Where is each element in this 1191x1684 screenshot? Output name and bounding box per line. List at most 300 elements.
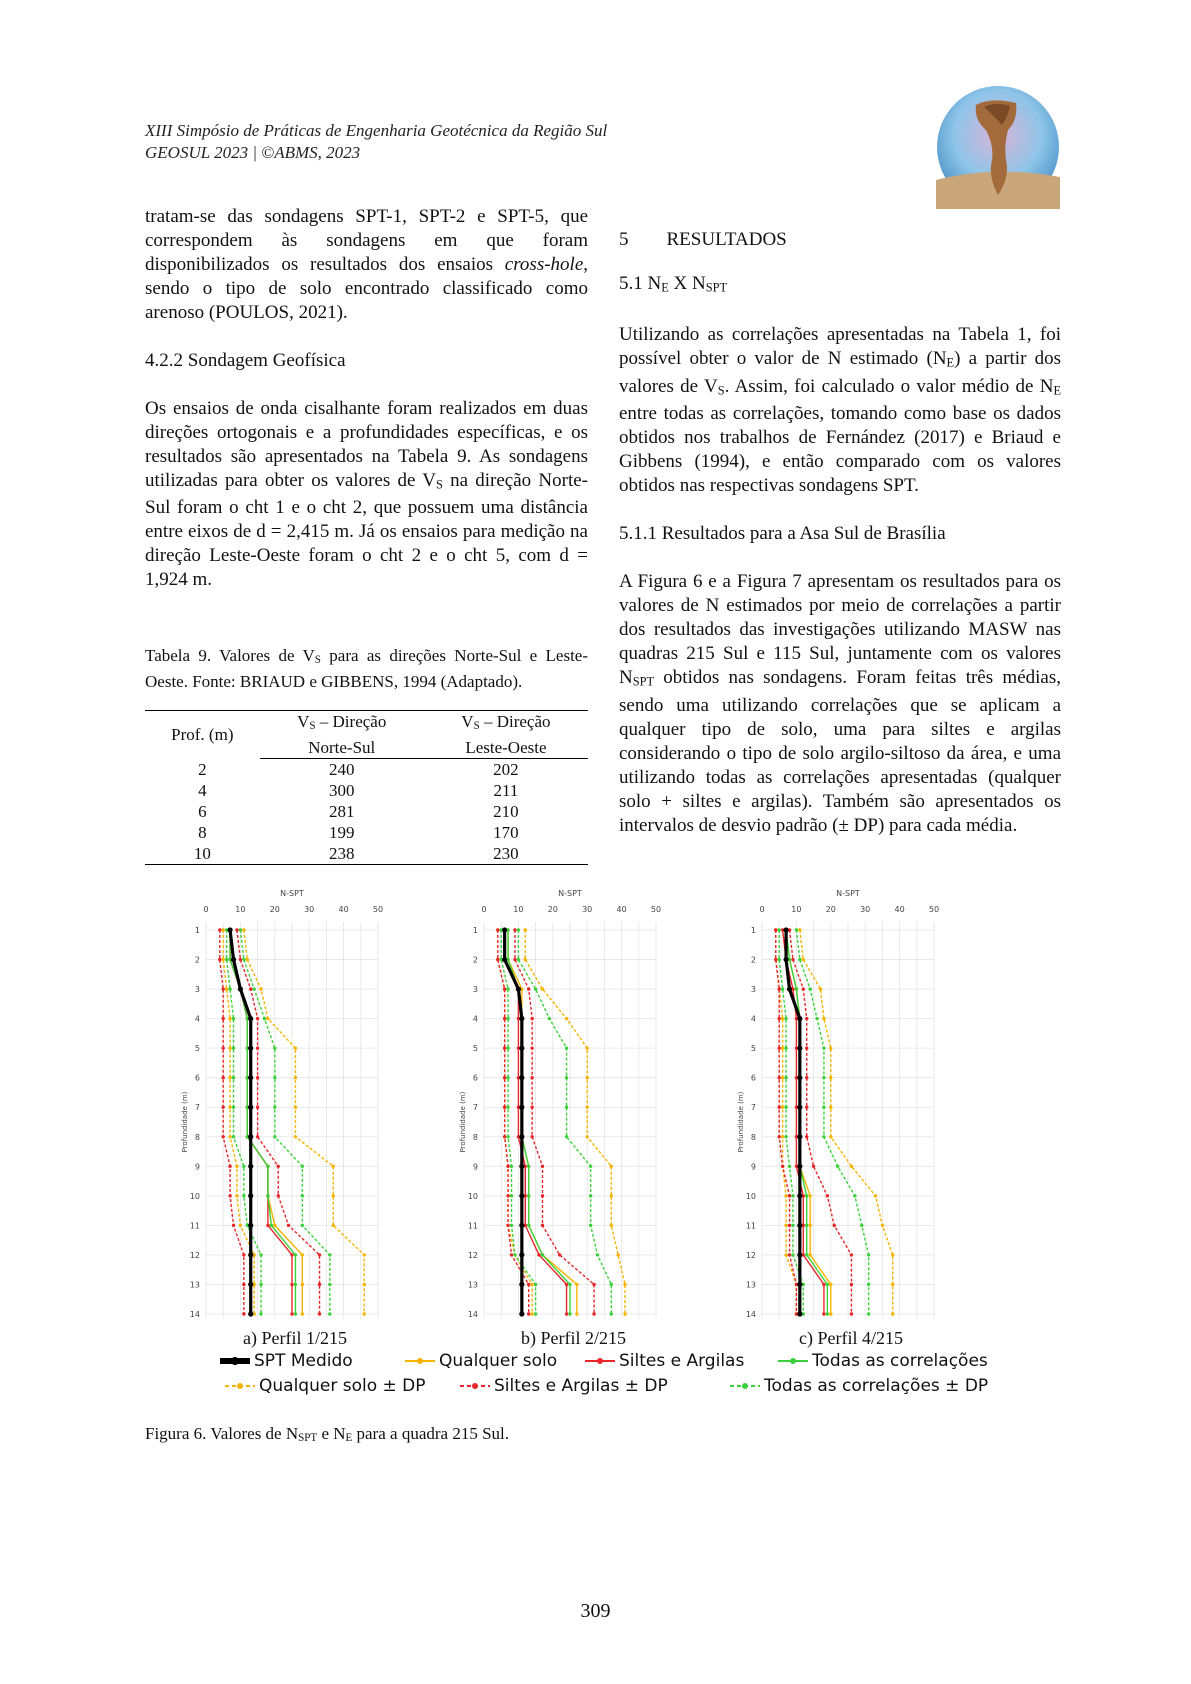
y-tick-label: 9	[750, 1162, 756, 1172]
data-point	[589, 1224, 592, 1227]
data-point	[787, 986, 792, 991]
data-point	[805, 1135, 808, 1138]
series-line	[515, 930, 594, 1314]
data-point	[778, 1135, 781, 1138]
table-cell: 8	[198, 823, 207, 843]
x-tick-label: 50	[928, 905, 940, 914]
data-point	[558, 1253, 561, 1256]
data-point	[513, 958, 516, 961]
legend-qualquer-solo-dp: Qualquer solo ± DP	[223, 1376, 426, 1396]
data-point	[256, 1046, 259, 1049]
data-point	[788, 1224, 791, 1227]
data-point	[242, 928, 245, 931]
data-point	[503, 987, 506, 990]
data-point	[530, 1017, 533, 1020]
data-point	[822, 1135, 825, 1138]
data-point	[273, 1076, 276, 1079]
data-point	[829, 1046, 832, 1049]
data-point	[510, 1194, 513, 1197]
data-point	[256, 1106, 259, 1109]
data-point	[565, 1017, 568, 1020]
y-tick-label: 13	[189, 1280, 200, 1290]
data-point	[506, 1076, 509, 1079]
y-tick-label: 3	[472, 985, 478, 995]
running-header	[145, 120, 607, 164]
table-header-ns-line2: Norte-Sul	[260, 737, 424, 759]
y-tick-label: 2	[194, 955, 200, 965]
data-point	[328, 1283, 331, 1286]
data-point	[788, 1165, 791, 1168]
data-point	[222, 958, 225, 961]
table-row	[145, 780, 588, 801]
data-point	[778, 1017, 781, 1020]
data-point	[610, 1165, 613, 1168]
x-tick-label: 20	[825, 905, 836, 914]
data-point	[524, 958, 527, 961]
data-point	[797, 1164, 802, 1169]
data-point	[519, 1193, 524, 1198]
y-tick-label: 8	[750, 1132, 756, 1142]
data-point	[503, 1076, 506, 1079]
data-point	[781, 1017, 784, 1020]
data-point	[791, 1224, 794, 1227]
data-point	[530, 1135, 533, 1138]
data-point	[263, 1017, 266, 1020]
table-9	[145, 710, 588, 865]
y-tick-label: 14	[745, 1310, 756, 1319]
data-point	[519, 1016, 524, 1021]
y-tick-label: 13	[467, 1280, 478, 1290]
data-point	[503, 1017, 506, 1020]
data-point	[266, 1194, 269, 1197]
data-point	[797, 1282, 802, 1287]
chart-title: N-SPT	[280, 889, 304, 898]
data-point	[294, 1135, 297, 1138]
heading-ne-x-nspt: 5.1 $N_E$ X $N_{SPT}$	[619, 273, 728, 295]
data-point	[242, 958, 245, 961]
data-point	[259, 1283, 262, 1286]
data-point	[510, 1165, 513, 1168]
data-point	[850, 1253, 853, 1256]
y-tick-label: 13	[745, 1280, 756, 1290]
data-point	[784, 1017, 787, 1020]
y-tick-label: 7	[750, 1103, 756, 1113]
data-point	[891, 1312, 894, 1315]
data-point	[248, 1134, 253, 1139]
y-tick-label: 14	[189, 1310, 200, 1319]
page-number: 309	[580, 1600, 611, 1622]
data-point	[774, 928, 777, 931]
table-header-ns: $V_S$ – Direção	[260, 711, 424, 738]
data-point	[294, 1253, 297, 1256]
x-tick-label: 10	[513, 905, 524, 914]
data-point	[592, 1283, 595, 1286]
data-point	[797, 1046, 802, 1051]
data-point	[318, 1283, 321, 1286]
data-point	[248, 1105, 253, 1110]
data-point	[797, 1105, 802, 1110]
data-point	[527, 1194, 530, 1197]
y-tick-label: 12	[745, 1250, 756, 1260]
data-point	[239, 1224, 242, 1227]
data-point	[783, 927, 788, 932]
data-point	[791, 1194, 794, 1197]
y-tick-label: 6	[194, 1073, 200, 1083]
data-point	[829, 1312, 832, 1315]
paragraph-sondagens: tratam-se das sondagens SPT-1, SPT-2 e SPT-5, que correspondem às sondagens em que foram disponibilizados os resultados dos ensaios cross-hole, sendo o tipo de solo encontrado classificado como arenoso (POULOS, 2021).	[145, 206, 588, 323]
data-point	[891, 1253, 894, 1256]
data-point	[510, 1224, 513, 1227]
data-point	[867, 1312, 870, 1315]
data-point	[784, 1106, 787, 1109]
data-point	[808, 1194, 811, 1197]
x-tick-label: 30	[582, 905, 593, 914]
data-point	[222, 1106, 225, 1109]
data-point	[778, 1076, 781, 1079]
legend-qualquer-solo: Qualquer solo	[403, 1351, 557, 1371]
y-tick-label: 4	[750, 1014, 756, 1024]
table-cell: 210	[493, 802, 519, 822]
data-point	[228, 1106, 231, 1109]
data-point	[232, 1135, 235, 1138]
x-tick-label: 20	[547, 905, 558, 914]
subfigure-label-a: a) Perfil 1/215	[243, 1328, 347, 1348]
chart-title: N-SPT	[836, 889, 860, 898]
data-point	[808, 1253, 811, 1256]
data-point	[266, 1017, 269, 1020]
data-point	[795, 987, 798, 990]
data-point	[232, 1106, 235, 1109]
table9-caption: Tabela 9. Valores de $V_S$ para as direções Norte-Sul e Leste-Oeste. Fonte: BRIAUD e GIBBENS, 1994 (Adaptado).	[145, 646, 588, 692]
chart-perfil-1	[178, 886, 388, 1326]
subfigure-label-c: c) Perfil 4/215	[799, 1328, 903, 1348]
data-point	[248, 1223, 253, 1228]
data-point	[235, 928, 238, 931]
data-point	[277, 1194, 280, 1197]
data-point	[805, 1076, 808, 1079]
data-point	[527, 1312, 530, 1315]
table-cell: 211	[493, 781, 519, 801]
chart-title: N-SPT	[558, 889, 582, 898]
paragraph-figuras: A Figura 6 e a Figura 7 apresentam os resultados para os valores de N estimados por meio de correlações a partir dos resultados das investigações utilizando MASW nas quadras 215 Sul e 115 Sul, juntamente com os valores $N_{SPT}$ obtidos nas sondagens. Foram feitas três médias, sendo uma utilizando correlações que se aplicam a qualquer tipo de solo, uma para siltes e argilas considerando o tipo de solo argilo-siltoso da área, e uma utilizando todas as correlações apresentadas (qualquer solo + siltes e argilas). Também são apresentados os intervalos de desvio padrão (± DP) para cada média.	[619, 571, 1061, 836]
data-point	[506, 1165, 509, 1168]
data-point	[506, 1106, 509, 1109]
data-point	[225, 958, 228, 961]
data-point	[242, 1253, 245, 1256]
data-point	[530, 1046, 533, 1049]
data-point	[332, 1224, 335, 1227]
data-point	[586, 1076, 589, 1079]
y-tick-label: 5	[194, 1044, 200, 1054]
data-point	[784, 1224, 787, 1227]
data-point	[222, 1135, 225, 1138]
data-point	[805, 1253, 808, 1256]
chart-perfil-4	[734, 886, 944, 1326]
data-point	[363, 1312, 366, 1315]
subfigure-label-b: b) Perfil 2/215	[521, 1328, 626, 1348]
data-point	[248, 1282, 253, 1287]
data-point	[318, 1253, 321, 1256]
data-point	[616, 1253, 619, 1256]
data-point	[218, 958, 221, 961]
data-point	[232, 1224, 235, 1227]
data-point	[496, 928, 499, 931]
data-point	[784, 1194, 787, 1197]
data-point	[252, 987, 255, 990]
data-point	[805, 1017, 808, 1020]
data-point	[516, 986, 521, 991]
data-point	[519, 1223, 524, 1228]
data-point	[778, 958, 781, 961]
data-point	[791, 958, 794, 961]
data-point	[273, 1106, 276, 1109]
x-tick-label: 30	[304, 905, 315, 914]
data-point	[783, 957, 788, 962]
data-point	[850, 1312, 853, 1315]
data-point	[524, 928, 527, 931]
data-point	[781, 1135, 784, 1138]
data-point	[541, 1165, 544, 1168]
table-header-lo-line2: Leste-Oeste	[424, 737, 588, 759]
data-point	[589, 1194, 592, 1197]
y-tick-label: 11	[189, 1221, 200, 1231]
data-point	[301, 1194, 304, 1197]
data-point	[781, 1076, 784, 1079]
data-point	[548, 1017, 551, 1020]
data-point	[774, 958, 777, 961]
data-point	[256, 1076, 259, 1079]
y-tick-label: 7	[194, 1103, 200, 1113]
y-tick-label: 8	[472, 1132, 478, 1142]
x-tick-label: 0	[759, 905, 765, 914]
data-point	[506, 987, 509, 990]
data-point	[797, 1016, 802, 1021]
x-tick-label: 40	[616, 905, 627, 914]
data-point	[266, 1165, 269, 1168]
y-tick-label: 11	[467, 1221, 478, 1231]
data-point	[778, 987, 781, 990]
data-point	[232, 1046, 235, 1049]
data-point	[850, 1283, 853, 1286]
data-point	[819, 987, 822, 990]
y-tick-label: 3	[750, 985, 756, 995]
table-row	[145, 822, 588, 843]
data-point	[805, 1106, 808, 1109]
x-tick-label: 10	[235, 905, 246, 914]
data-point	[363, 1283, 366, 1286]
data-point	[833, 1224, 836, 1227]
x-tick-label: 0	[481, 905, 487, 914]
y-tick-label: 8	[194, 1132, 200, 1142]
data-point	[826, 1283, 829, 1286]
data-point	[232, 1076, 235, 1079]
data-point	[623, 1283, 626, 1286]
data-point	[519, 1311, 524, 1316]
x-tick-label: 0	[203, 905, 209, 914]
data-point	[225, 987, 228, 990]
data-point	[891, 1283, 894, 1286]
data-point	[273, 1135, 276, 1138]
data-point	[802, 958, 805, 961]
data-point	[506, 1135, 509, 1138]
data-point	[290, 1253, 293, 1256]
data-point	[513, 928, 516, 931]
data-point	[565, 1046, 568, 1049]
header-event: GEOSUL 2023 | ©ABMS, 2023	[145, 143, 361, 162]
y-tick-label: 10	[745, 1191, 756, 1201]
data-point	[231, 957, 236, 962]
data-point	[527, 1283, 530, 1286]
data-point	[259, 1312, 262, 1315]
chart-perfil-2	[456, 886, 666, 1326]
table-cell: 238	[260, 843, 424, 865]
data-point	[568, 1312, 571, 1315]
section-heading-resultados: 5 RESULTADOS	[619, 229, 787, 250]
data-point	[781, 1046, 784, 1049]
data-point	[586, 1135, 589, 1138]
data-point	[530, 1283, 533, 1286]
paragraph-ensaios: Os ensaios de onda cisalhante foram realizados em duas direções ortogonais e a profundidades específicas, e os resultados são apresentados na Tabela 9. As sondagens utilizadas para obter os valores de $V_S$ na direção Norte-Sul foram o cht 1 e o cht 2, que possuem uma distância entre eixos de d = 2,415 m. Já os ensaios para medição na direção Leste-Oeste foram o cht 2 e o cht 5, com d = 1,924 m.	[145, 398, 588, 591]
y-axis-label: Profundidade (m)	[459, 1091, 467, 1153]
y-tick-label: 1	[194, 926, 200, 935]
data-point	[519, 1252, 524, 1257]
x-tick-label: 20	[269, 905, 280, 914]
data-point	[228, 987, 231, 990]
data-point	[568, 1283, 571, 1286]
x-tick-label: 10	[791, 905, 802, 914]
data-point	[235, 1165, 238, 1168]
data-point	[596, 1253, 599, 1256]
data-point	[829, 1076, 832, 1079]
data-point	[853, 1194, 856, 1197]
data-point	[822, 1283, 825, 1286]
data-point	[332, 1165, 335, 1168]
data-point	[496, 958, 499, 961]
data-point	[822, 1106, 825, 1109]
table-row	[145, 843, 588, 865]
data-point	[805, 1046, 808, 1049]
x-tick-label: 30	[860, 905, 871, 914]
data-point	[294, 1106, 297, 1109]
data-point	[503, 1135, 506, 1138]
data-point	[238, 986, 243, 991]
data-point	[519, 1046, 524, 1051]
table-row	[145, 759, 588, 781]
data-point	[506, 1194, 509, 1197]
data-point	[248, 1164, 253, 1169]
table-cell: 240	[328, 760, 355, 780]
data-point	[826, 1312, 829, 1315]
data-point	[798, 928, 801, 931]
data-point	[235, 1194, 238, 1197]
data-point	[610, 1312, 613, 1315]
data-point	[784, 1253, 787, 1256]
data-point	[301, 1283, 304, 1286]
data-point	[503, 1106, 506, 1109]
data-point	[797, 1193, 802, 1198]
data-point	[294, 1312, 297, 1315]
y-tick-label: 2	[750, 955, 756, 965]
data-point	[527, 1224, 530, 1227]
data-point	[228, 1135, 231, 1138]
data-point	[784, 1046, 787, 1049]
data-point	[517, 928, 520, 931]
data-point	[294, 1046, 297, 1049]
data-point	[788, 1194, 791, 1197]
data-point	[259, 1253, 262, 1256]
legend-todas-correlacoes-dp: Todas as correlações ± DP	[728, 1376, 988, 1396]
left-column	[145, 205, 588, 592]
data-point	[277, 1165, 280, 1168]
data-point	[527, 987, 530, 990]
data-point	[242, 1283, 245, 1286]
data-point	[294, 1283, 297, 1286]
x-tick-label: 40	[894, 905, 905, 914]
data-point	[784, 1135, 787, 1138]
data-point	[592, 1312, 595, 1315]
data-point	[301, 1312, 304, 1315]
y-tick-label: 6	[750, 1073, 756, 1083]
data-point	[301, 1224, 304, 1227]
data-point	[881, 1224, 884, 1227]
data-point	[513, 1253, 516, 1256]
data-point	[318, 1312, 321, 1315]
table-header-prof: Prof. (m)	[145, 711, 260, 759]
data-point	[781, 1165, 784, 1168]
data-point	[248, 1016, 253, 1021]
data-point	[519, 1134, 524, 1139]
y-tick-label: 1	[750, 926, 756, 935]
data-point	[565, 1312, 568, 1315]
y-tick-label: 12	[189, 1250, 200, 1260]
table-cell: 300	[328, 781, 355, 801]
data-point	[822, 1076, 825, 1079]
data-point	[778, 1046, 781, 1049]
data-point	[534, 1312, 537, 1315]
table-cell: 230	[424, 843, 588, 865]
data-point	[541, 1224, 544, 1227]
data-point	[623, 1312, 626, 1315]
data-point	[829, 1106, 832, 1109]
data-point	[784, 1076, 787, 1079]
y-tick-label: 9	[194, 1162, 200, 1172]
data-point	[519, 1164, 524, 1169]
y-tick-label: 6	[472, 1073, 478, 1083]
data-point	[575, 1312, 578, 1315]
table-row	[145, 801, 588, 822]
paragraph-correlacoes: Utilizando as correlações apresentadas na Tabela 1, foi possível obter o valor de N estimado $(N_E)$ a partir dos valores de $V_S$. Assim, foi calculado o valor médio de $N_E$ entre todas as correlações, tomando como base os dados obtidos nos trabalhos de Fernández (2017) e Briaud e Gibbens (1994), e então comparado com os valores obtidos nas respectivas sondagens SPT.	[619, 324, 1061, 497]
data-point	[589, 1165, 592, 1168]
data-point	[826, 1194, 829, 1197]
data-point	[506, 1224, 509, 1227]
table-header-lo: $V_S$ – Direção	[424, 711, 588, 738]
data-point	[248, 1311, 253, 1316]
data-point	[301, 1253, 304, 1256]
table-cell: 170	[493, 823, 519, 843]
data-point	[246, 958, 249, 961]
y-tick-label: 7	[472, 1103, 478, 1113]
data-point	[222, 1076, 225, 1079]
data-point	[256, 1017, 259, 1020]
data-point	[808, 987, 811, 990]
data-point	[239, 928, 242, 931]
table-cell: 2	[198, 759, 207, 779]
data-point	[242, 1194, 245, 1197]
y-axis-label: Profundidade (m)	[737, 1091, 745, 1153]
legend-siltes-argilas: Siltes e Argilas	[583, 1351, 744, 1371]
data-point	[812, 1165, 815, 1168]
data-point	[328, 1312, 331, 1315]
